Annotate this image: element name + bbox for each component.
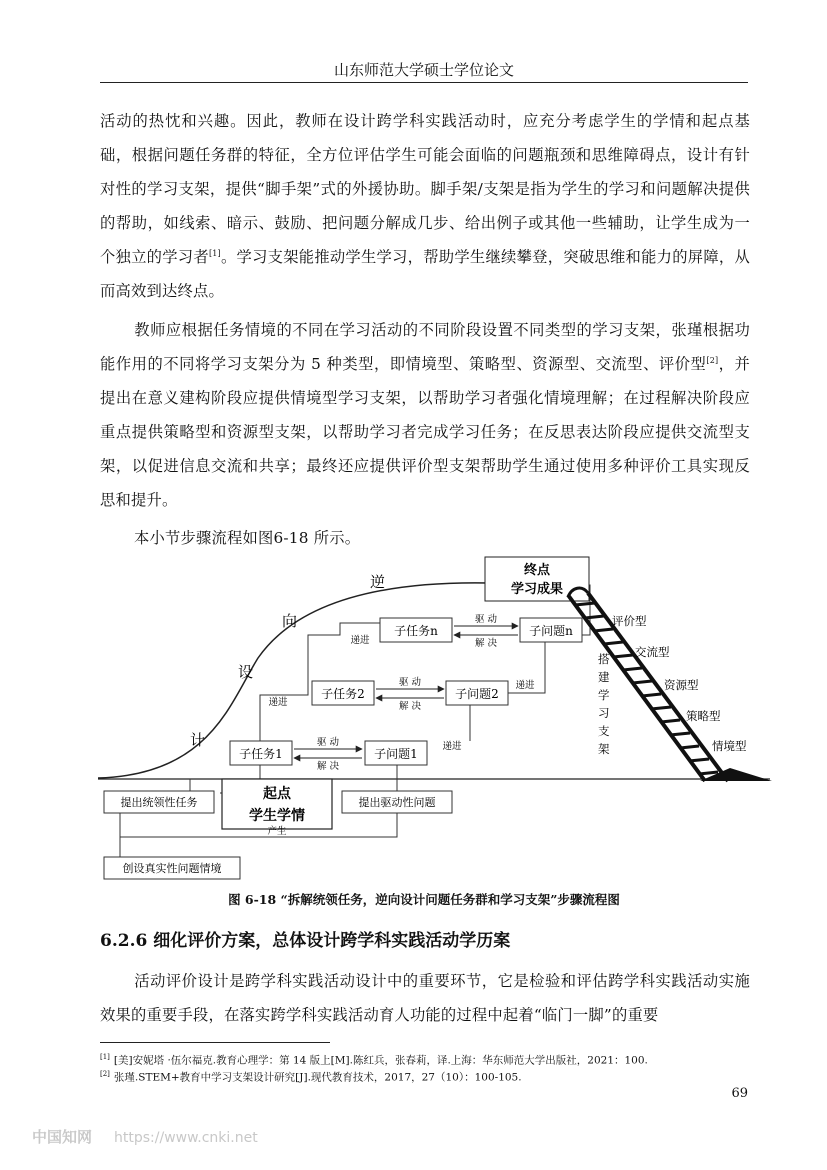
footnote-2 [100,1066,750,1086]
paragraph-2-text-a: 教师应根据任务情境的不同在学习活动的不同阶段设置不同类型的学习支架，张瑾根据功能作用的不同将学习支架分为 5 种类型，即情境型、策略型、资源型、交流型、评价型 [100,321,750,373]
page-number: 69 [731,1086,748,1101]
watermark-url[interactable]: https://www.cnki.net [114,1130,258,1146]
paragraph-4 [100,964,750,1032]
problem-staircase-line [470,585,590,741]
scaffold-char-1: 搭 [598,652,610,666]
progress-label-problem-1: 递进 [442,741,462,752]
task-label-n: 子任务n [394,624,438,638]
end-title: 终点 [523,563,551,578]
task-staircase-line [220,623,390,793]
footnote-rule [100,1042,330,1043]
scaffold-char-3: 学 [598,688,610,702]
paragraph-4-text: 活动评价设计是跨学科实践活动设计中的重要环节，它是检验和评估跨学科实践活动实施效果的重要手段，在落实跨学科实践活动育人功能的过程中起着“临门一脚”的重要 [100,972,750,1024]
scaffold-char-5: 支 [598,724,610,738]
page-header: 山东师范大学硕士学位论文 [333,61,514,79]
produce-label: 产生 [267,826,287,837]
real-situation-label: 创设真实性问题情境 [122,862,222,875]
drive-label-n: 驱 动 [474,614,498,625]
start-title: 起点 [263,786,291,802]
curve-char-2: 向 [282,612,298,630]
scaffold-type-3: 资源型 [664,678,699,692]
leading-task-label: 提出统领性任务 [120,796,198,809]
solve-label-2: 解 决 [398,701,422,712]
progress-label-problem-2: 递进 [515,680,535,691]
citation-2[interactable]: [2] [706,355,719,365]
solve-label-1: 解 决 [316,761,340,772]
curve-char-1: 逆 [370,573,386,591]
solve-label-n: 解 决 [474,638,498,649]
scaffold-type-1: 评价型 [612,614,647,628]
scaffold-char-4: 习 [598,706,610,720]
problem-label-1: 子问题1 [374,747,418,761]
task-label-2: 子任务2 [321,687,365,701]
flowchart-figure [90,553,780,883]
ladder-foot [700,768,772,781]
drive-label-1: 驱 动 [316,737,340,748]
paragraph-1 [100,104,750,308]
progress-label-task-1: 递进 [268,697,288,708]
curve-char-4: 计 [190,731,206,749]
scaffold-type-4: 策略型 [686,709,721,723]
progress-label-task-2: 递进 [350,635,370,646]
paragraph-1-text-b: 。学习支架能推动学生学习，帮助学生继续攀登，突破思维和能力的屏障，从而高效到达终点。 [100,248,750,300]
footnote-2-text: 张瑾.STEM+教育中学习支架设计研究[J].现代教育技术，2017，27（10）：100-105. [113,1071,522,1084]
header-rule [100,82,748,83]
scaffold-char-6: 架 [598,742,610,756]
paragraph-1-text-a: 活动的热忱和兴趣。因此，教师在设计跨学科实践活动时，应充分考虑学生的学情和起点基础，根据问题任务群的特征，全方位评估学生可能会面临的问题瓶颈和思维障碍点，设计有针对性的学习支架，提供“脚手架”式的外援协助。脚手架/支架是指为学生的学习和问题解决提供的帮助，如线索、暗示、鼓励、把问题分解成几步、给出例子或其他一些辅助，让学生成为一个独立的学习者 [100,112,750,266]
drive-label-2: 驱 动 [398,677,422,688]
paragraph-3 [100,521,750,555]
watermark-logo: 中国知网 [32,1128,93,1146]
scaffold-type-5: 情境型 [712,739,747,753]
footnote-2-mark: [2] [100,1070,110,1078]
start-subtitle: 学生学情 [249,808,305,824]
problem-label-n: 子问题n [529,624,573,638]
figure-caption: 图 6-18 “拆解统领任务，逆向设计问题任务群和学习支架”步骤流程图 [228,892,620,907]
curve-char-3: 设 [238,663,254,681]
section-heading: 6.2.6 细化评价方案，总体设计跨学科实践活动学历案 [100,931,511,951]
footnote-1-text: [美]安妮塔 ·伍尔福克.教育心理学：第 14 版上[M].陈红兵，张春莉，译.上海：华东师范大学出版社，2021：100. [113,1054,648,1067]
driving-question-label: 提出驱动性问题 [358,796,436,809]
paragraph-2 [100,313,750,517]
paragraph-2-text-b: ，并提出在意义建构阶段应提供情境型学习支架，以帮助学习者强化情境理解；在过程解决阶段应重点提供策略型和资源型支架，以帮助学习者完成学习任务；在反思表达阶段应提供交流型支架，以促进信息交流和共享；最终还应提供评价型支架帮助学生通过使用多种评价工具实现反思和提升。 [100,355,750,509]
footnote-1-mark: [1] [100,1053,110,1061]
scaffold-type-2: 交流型 [635,645,670,659]
citation-1[interactable]: [1] [208,248,221,258]
scaffold-char-2: 建 [598,670,610,684]
paragraph-3-text: 本小节步骤流程如图6-18 所示。 [134,529,361,547]
problem-label-2: 子问题2 [455,687,499,701]
watermark [32,1126,258,1147]
task-label-1: 子任务1 [239,747,283,761]
end-subtitle: 学习成果 [510,582,564,597]
